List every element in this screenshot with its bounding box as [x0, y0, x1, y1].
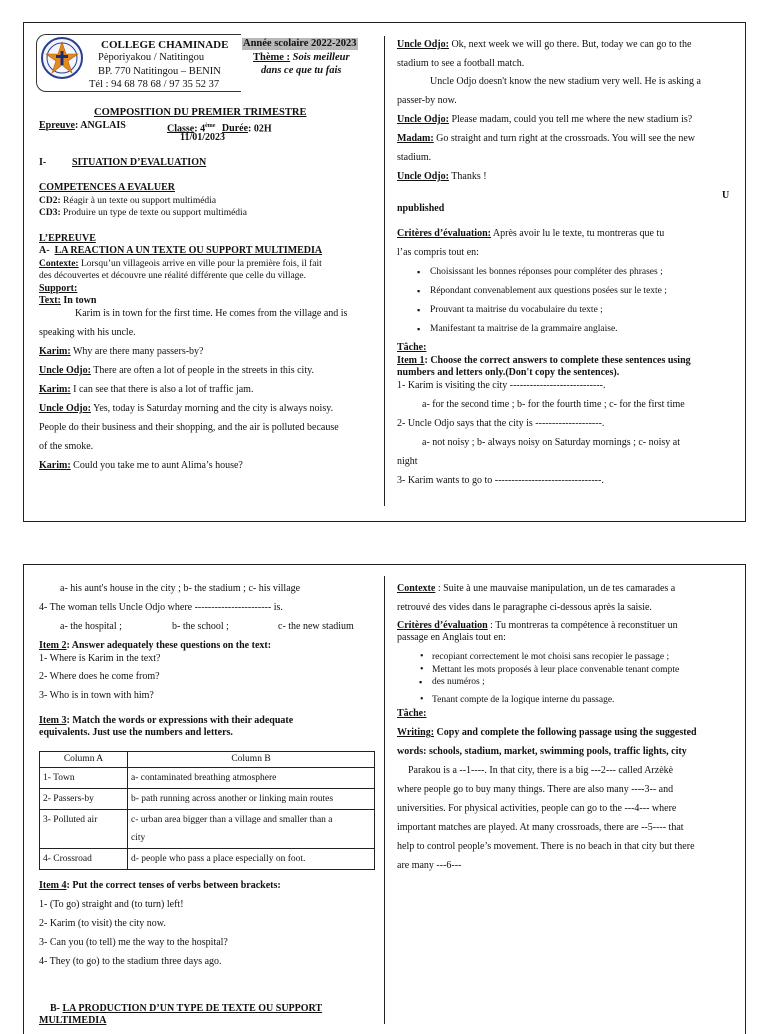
- speaker-uncle-odjo: Uncle Odjo:: [39, 365, 91, 376]
- speaker-karim: Karim:: [39, 346, 71, 357]
- item3-text: : Match the words or expressions with their adequate: [66, 715, 294, 726]
- unpublished-u: U: [722, 190, 730, 201]
- item2-question-2: 2- Where does he come from?: [39, 671, 160, 682]
- writing-text: Copy and complete the following passage using the suggested: [436, 727, 697, 738]
- writing-label: Writing:: [397, 727, 435, 738]
- speaker-uncle-odjo: Uncle Odjo:: [39, 403, 91, 414]
- column-b-header: Column B: [128, 752, 375, 768]
- dialogue-intro-2: speaking with his uncle.: [39, 327, 136, 338]
- item2-label: Item 2: [39, 640, 67, 651]
- classe-label: Classe: [167, 123, 195, 135]
- cd2-line: [39, 195, 216, 207]
- tache-2-label: Tâche:: [397, 708, 427, 719]
- cell-line: c- urban area bigger than a village and smaller than a: [131, 815, 333, 825]
- writing-line2: words: schools, stadium, market, swimming pools, traffic lights, city: [397, 746, 687, 757]
- table-cell: d- people who pass a place especially on foot.: [128, 849, 375, 870]
- contexte-2-text: : Suite à une mauvaise manipulation, un de tes camarades a: [437, 583, 676, 594]
- column-a-header: Column A: [40, 752, 128, 768]
- exam-date: 11/01/2023: [180, 132, 226, 143]
- cd3-text: Produire un type de texte ou support multimédia: [63, 208, 247, 218]
- school-year: Année scolaire 2022-2023: [243, 38, 357, 49]
- criteres-label: Critères d’évaluation:: [397, 228, 491, 239]
- classe-sup: ème: [205, 123, 216, 129]
- cd3-label: CD3:: [39, 208, 61, 218]
- dialogue-text: Please madam, could you tell me where the new stadium is?: [451, 114, 693, 125]
- part-b-prefix: B-: [50, 1003, 60, 1014]
- dialogue-text: I can see that there is also a lot of traffic jam.: [73, 384, 254, 395]
- duree-label: Durée: [221, 123, 249, 135]
- theme-line: [253, 52, 350, 64]
- dialogue-line-1: [39, 346, 203, 358]
- table-cell: 1- Town: [40, 768, 128, 789]
- item1-label: Item 1: [397, 355, 425, 366]
- dialogue-line-4: [39, 403, 333, 415]
- question-1-options: a- for the second time ; b- for the fourth time ; c- for the first time: [422, 399, 685, 410]
- item2-text: : Answer adequately these questions on the text:: [66, 640, 272, 651]
- section-title: SITUATION D’EVALUATION: [72, 157, 207, 168]
- epreuve-heading: L’EPREUVE: [39, 233, 96, 244]
- matching-table: [39, 751, 375, 870]
- unpublished-rest: npublished: [397, 203, 445, 214]
- dialogue-text: Ok, next week we will go there. But, today we can go to the: [451, 39, 692, 50]
- contexte-2-label: Contexte: [397, 583, 436, 594]
- passage-line-5: help to control people’s movement. There is no beach in that city but there: [397, 841, 695, 852]
- text-title: In town: [63, 295, 97, 306]
- dialogue-text: Thanks !: [451, 171, 487, 182]
- table-cell: [128, 810, 375, 849]
- item4-text: : Put the correct tenses of verbs between brackets:: [66, 880, 281, 891]
- item3-line1: [39, 715, 293, 727]
- question-4-option-b: b- the school ;: [172, 621, 229, 632]
- part-b-title: LA PRODUCTION D’UN TYPE DE TEXTE OU SUPPORT: [62, 1003, 323, 1014]
- dialogue-text: Could you take me to aunt Alima’s house?: [73, 460, 243, 471]
- dialogue-line-4b: People do their business and their shopping, and the air is polluted because: [39, 422, 339, 433]
- criteres-2-text: : Tu montreras ta compétence à reconstituer un: [490, 620, 678, 631]
- theme-label: Thème :: [253, 52, 291, 63]
- text-heading: [39, 295, 96, 307]
- dialogue-right-2: Uncle Odjo doesn't know the new stadium very well. He is asking a: [430, 76, 701, 87]
- epreuve-value: : ANGLAIS: [74, 120, 126, 131]
- part-a-heading: [39, 245, 322, 257]
- question-4-option-c: c- the new stadium: [278, 621, 354, 632]
- criteres-item-2: ▪ Répondant convenablement aux questions posées sur le texte ;: [430, 285, 667, 297]
- part-b-heading-2: MULTIMEDIA: [39, 1015, 107, 1026]
- dialogue-right-4b: stadium.: [397, 152, 432, 163]
- school-town: Pèporiyakou / Natitingou: [98, 52, 205, 63]
- contexte-text1: Lorsqu’un villageois arrive en ville pour la première fois, il fait: [80, 259, 322, 269]
- item4-question-3: 3- Can you (to tell) me the way to the hospital?: [39, 937, 228, 948]
- dialogue-right-2b: passer-by now.: [397, 95, 457, 106]
- table-cell: a- contaminated breathing atmosphere: [128, 768, 375, 789]
- question-1: 1- Karim is visiting the city ----------------------------.: [397, 380, 606, 391]
- criteres-2-line2: passage en Anglais tout en:: [397, 632, 506, 643]
- question-4-option-a: a- the hospital ;: [60, 621, 122, 632]
- table-row: [40, 768, 375, 789]
- part-b-heading: [50, 1003, 322, 1015]
- theme-value-line2: dans ce que tu fais: [261, 65, 342, 76]
- criteres-2-line1: [397, 620, 678, 632]
- criteres-text: Après avoir lu le texte, tu montreras que tu: [492, 228, 665, 239]
- support-label: Support:: [39, 283, 78, 294]
- cd3-line: [39, 207, 247, 219]
- cell-line: city: [131, 833, 146, 843]
- dialogue-right-5: [397, 171, 487, 183]
- passage-line-1: Parakou is a --1----. In that city, there is a big ---2--- called Arzèkè: [408, 765, 674, 776]
- text-label: Text:: [39, 295, 61, 306]
- dialogue-line-3: [39, 384, 253, 396]
- dialogue-line-4c: of the smoke.: [39, 441, 94, 452]
- part-a-prefix: A-: [39, 245, 50, 256]
- item3-line2: equivalents. Just use the numbers and letters.: [39, 727, 233, 738]
- passage-line-2: where people go to buy many things. There are also many ----3-- and: [397, 784, 674, 795]
- speaker-madam: Madam:: [397, 133, 434, 144]
- duree-value: : 02H: [248, 123, 272, 135]
- criteres-2-bullet-2-cont: ▪ des numéros ;: [432, 676, 485, 688]
- table-cell: 3- Polluted air: [40, 810, 128, 849]
- speaker-karim: Karim:: [39, 460, 71, 471]
- criteres-item-3: ▪ Prouvant ta maitrise du vocabulaire du texte ;: [430, 304, 603, 316]
- contexte-2-line2: retrouvé des vides dans le paragraphe ci-dessous après la saisie.: [397, 602, 652, 613]
- column-divider: [384, 36, 385, 506]
- dialogue-text: Yes, today is Saturday morning and the city is always noisy.: [93, 403, 334, 414]
- dialogue-right-3: [397, 114, 692, 126]
- column-divider: [384, 576, 385, 1024]
- table-row: [40, 849, 375, 870]
- item4-question-2: 2- Karim (to visit) the city now.: [39, 918, 166, 929]
- dialogue-line-5: [39, 460, 243, 472]
- criteres-2-bullet-2: • Mettant les mots proposés à leur place convenable tenant compte: [432, 664, 679, 676]
- table-header-row: [40, 752, 375, 768]
- contexte-2-line1: [397, 583, 675, 595]
- criteres-2-bullet-1: • recopiant correctement le mot choisi sans recopier le passage ;: [432, 651, 669, 663]
- question-2-options: a- not noisy ; b- always noisy on Saturday mornings ; c- noisy at: [422, 437, 681, 448]
- speaker-uncle-odjo: Uncle Odjo:: [397, 39, 449, 50]
- contexte-line2: des découvertes et découvre une réalité différente que celle du village.: [39, 271, 307, 281]
- item4-label: Item 4: [39, 880, 67, 891]
- criteres-2-bullet-3: • Tenant compte de la logique interne du passage.: [432, 694, 614, 706]
- item1-line1: [397, 355, 691, 367]
- table-cell: 4- Crossroad: [40, 849, 128, 870]
- competences-title: COMPETENCES A EVALUER: [39, 182, 175, 193]
- school-address: BP. 770 Natitingou – BENIN: [98, 66, 221, 77]
- criteres-item-1: ▪ Choisissant les bonnes réponses pour compléter des phrases ;: [430, 266, 663, 278]
- item4-question-1: 1- (To go) straight and (to turn) left!: [39, 899, 184, 910]
- table-cell: b- path running across another or linking main routes: [128, 789, 375, 810]
- passage-line-3: universities. For physical activities, people can go to the ---4--- where: [397, 803, 677, 814]
- dialogue-right-1b: stadium to see a football match.: [397, 58, 525, 69]
- dialogue-text: There are often a lot of people in the streets in this city.: [93, 365, 314, 376]
- item2-question-1: 1- Where is Karim in the text?: [39, 653, 161, 664]
- item2-question-3: 3- Who is in town with him?: [39, 690, 154, 701]
- question-3: 3- Karim wants to go to --------------------------------.: [397, 475, 604, 486]
- contexte-line1: [39, 258, 322, 270]
- item1-text: : Choose the correct answers to complete these sentences using: [424, 355, 691, 366]
- cd2-text: Réagir à un texte ou support multimédia: [63, 196, 217, 206]
- criteres-line2: l’as compris tout en:: [397, 247, 479, 258]
- item2-line: [39, 640, 271, 652]
- item1-line2: numbers and letters only.(Don't copy the sentences).: [397, 367, 620, 378]
- section-number: I-: [39, 157, 47, 168]
- theme-value: Sois meilleur: [292, 52, 350, 63]
- question-3-options: a- his aunt's house in the city ; b- the stadium ; c- his village: [60, 583, 301, 594]
- question-2-options-2: night: [397, 456, 418, 467]
- dialogue-intro-1: Karim is in town for the first time. He comes from the village and is: [75, 308, 348, 319]
- epreuve-label: Epreuve: [39, 120, 75, 131]
- passage-line-6: are many ---6---: [397, 860, 462, 871]
- table-cell: 2- Passers-by: [40, 789, 128, 810]
- part-a-title: LA REACTION A UN TEXTE OU SUPPORT MULTIMEDIA: [54, 245, 323, 256]
- item3-label: Item 3: [39, 715, 67, 726]
- item4-question-4: 4- They (to go) to the stadium three days ago.: [39, 956, 222, 967]
- speaker-uncle-odjo: Uncle Odjo:: [397, 171, 449, 182]
- dialogue-right-1: [397, 39, 691, 51]
- criteres-item-4: ▪ Manifestant ta maitrise de la grammaire anglaise.: [430, 323, 618, 335]
- contexte-label: Contexte:: [39, 259, 79, 269]
- passage-line-4: important matches are played. At many crossroads, there are --5---- that: [397, 822, 684, 833]
- speaker-karim: Karim:: [39, 384, 71, 395]
- cd2-label: CD2:: [39, 196, 61, 206]
- table-row: [40, 810, 375, 849]
- school-phone: Tél : 94 68 78 68 / 97 35 52 37: [89, 79, 220, 90]
- dialogue-line-2: [39, 365, 314, 377]
- dialogue-text: Why are there many passers-by?: [72, 346, 204, 357]
- dialogue-text: Go straight and turn right at the crossroads. You will see the new: [436, 133, 696, 144]
- school-name: COLLEGE CHAMINADE: [101, 39, 229, 51]
- dialogue-right-4: [397, 133, 695, 145]
- classe-value: : 4: [194, 123, 206, 135]
- tache-label: Tâche:: [397, 342, 427, 353]
- speaker-uncle-odjo: Uncle Odjo:: [397, 114, 449, 125]
- criteres-2-label: Critères d’évaluation: [397, 620, 488, 631]
- writing-line1: [397, 727, 697, 739]
- exam-info-line: [39, 120, 126, 132]
- question-4: 4- The woman tells Uncle Odjo where ----------------------- is.: [39, 602, 283, 613]
- item4-line: [39, 880, 281, 892]
- criteres-line1: [397, 228, 664, 240]
- exam-title: COMPOSITION DU PREMIER TRIMESTRE: [94, 107, 307, 118]
- question-2: 2- Uncle Odjo says that the city is --------------------.: [397, 418, 605, 429]
- table-row: [40, 789, 375, 810]
